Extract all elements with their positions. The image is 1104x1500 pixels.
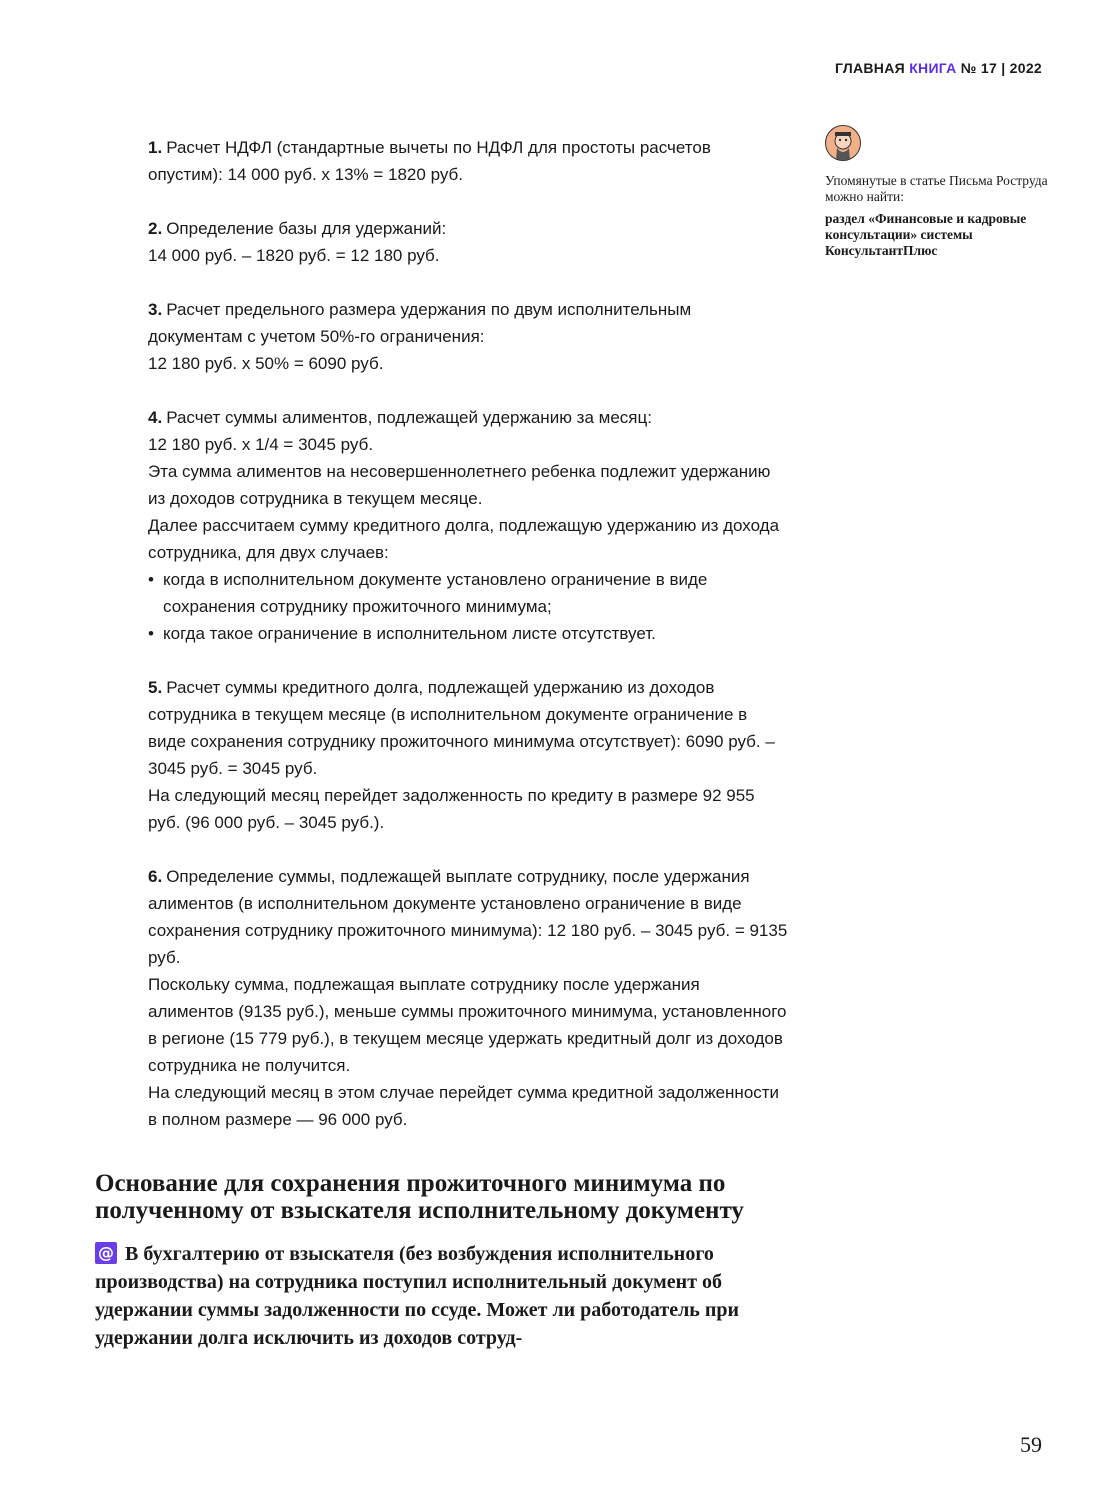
qa-section — [95, 1170, 795, 1352]
brand-accent: КНИГА — [909, 60, 957, 76]
step-text: Поскольку сумма, подлежащая выплате сотруднику после удержания алиментов (9135 руб.), меньше суммы прожиточного минимума, установленного в регионе (15 779 руб.), в текущем месяце удержать кредитный долг из доходов сотрудника не получится. — [148, 975, 787, 1075]
expert-avatar-icon — [825, 125, 861, 161]
step-text: Определение базы для удержаний: — [166, 219, 447, 238]
step-4 — [148, 404, 788, 647]
step-6 — [148, 863, 788, 1133]
sidenote-intro: Упомянутые в статье Письма Роструда можно найти: — [825, 173, 1048, 204]
email-question-icon: @ — [95, 1242, 117, 1264]
list-item: • когда в исполнительном документе установлено ограничение в виде сохранения сотруднику прожиточного минимума; — [148, 566, 788, 620]
step-5 — [148, 674, 788, 836]
step-text: На следующий месяц в этом случае перейдет сумма кредитной задолженности в полном размере — 96 000 руб. — [148, 1083, 780, 1129]
step-text: Расчет суммы алиментов, подлежащей удержанию за месяц: — [166, 408, 652, 427]
step-number: 4. — [148, 408, 163, 427]
sidenote-source: раздел «Финансовые и кадровые консультации» системы КонсультантПлюс — [825, 211, 1027, 258]
step-text: Определение суммы, подлежащей выплате сотруднику, после удержания алиментов (в исполнительном документе установлено ограничение в виде сохранения сотруднику прожиточного минимума): 12 180 руб. – 3045 руб. = 9135 руб. — [148, 867, 788, 967]
step-text: 12 180 руб. х 50% = 6090 руб. — [148, 354, 384, 373]
step-text: На следующий месяц перейдет задолженность по кредиту в размере 92 955 руб. (96 000 руб. – 3045 руб.). — [148, 786, 755, 832]
list-item: • когда такое ограничение в исполнительном листе отсутствует. — [148, 620, 788, 647]
step-text: 12 180 руб. х 1/4 = 3045 руб. — [148, 435, 374, 454]
page-header — [835, 60, 1042, 76]
brand-main: ГЛАВНАЯ — [834, 60, 905, 76]
step-3 — [148, 296, 788, 377]
question-text — [95, 1240, 795, 1352]
main-content — [148, 134, 788, 1160]
step-number: 1. — [148, 138, 163, 157]
question-body: В бухгалтерию от взыскателя (без возбуждения исполнительного производства) на сотрудника поступил исполнительный документ об удержании суммы задолженности по ссуде. Может ли работодатель при удержании долга исключить из доходов сотруд- — [95, 1243, 740, 1349]
section-title: Основание для сохранения прожиточного минимума по полученному от взыскателя исполнительному документу — [95, 1170, 744, 1224]
issue-number: № 17 | 2022 — [960, 60, 1042, 76]
sidenote — [825, 125, 1055, 259]
step-number: 5. — [148, 678, 163, 697]
step-number: 6. — [148, 867, 163, 886]
step-text: Эта сумма алиментов на несовершеннолетнего ребенка подлежит удержанию из доходов сотрудника в текущем месяце. — [148, 462, 771, 508]
step-2 — [148, 215, 788, 269]
step-text: 14 000 руб. – 1820 руб. = 12 180 руб. — [148, 246, 440, 265]
step-text: Расчет НДФЛ (стандартные вычеты по НДФЛ для простоты расчетов опустим): 14 000 руб. х 13% = 1820 руб. — [148, 138, 711, 184]
step-text: Расчет суммы кредитного долга, подлежащей удержанию из доходов сотрудника в текущем месяце (в исполнительном документе ограничение в виде сохранения сотруднику прожиточного минимума отсутствует): 6090 руб. – 3045 руб. = 3045 руб. — [148, 678, 775, 778]
page-number: 59 — [1020, 1432, 1042, 1457]
step-number: 2. — [148, 219, 163, 238]
step-1 — [148, 134, 788, 188]
step-number: 3. — [148, 300, 163, 319]
step-text: Далее рассчитаем сумму кредитного долга, подлежащую удержанию из дохода сотрудника, для двух случаев: — [148, 516, 780, 562]
step-text: Расчет предельного размера удержания по двум исполнительным документам с учетом 50%-го ограничения: — [148, 300, 692, 346]
